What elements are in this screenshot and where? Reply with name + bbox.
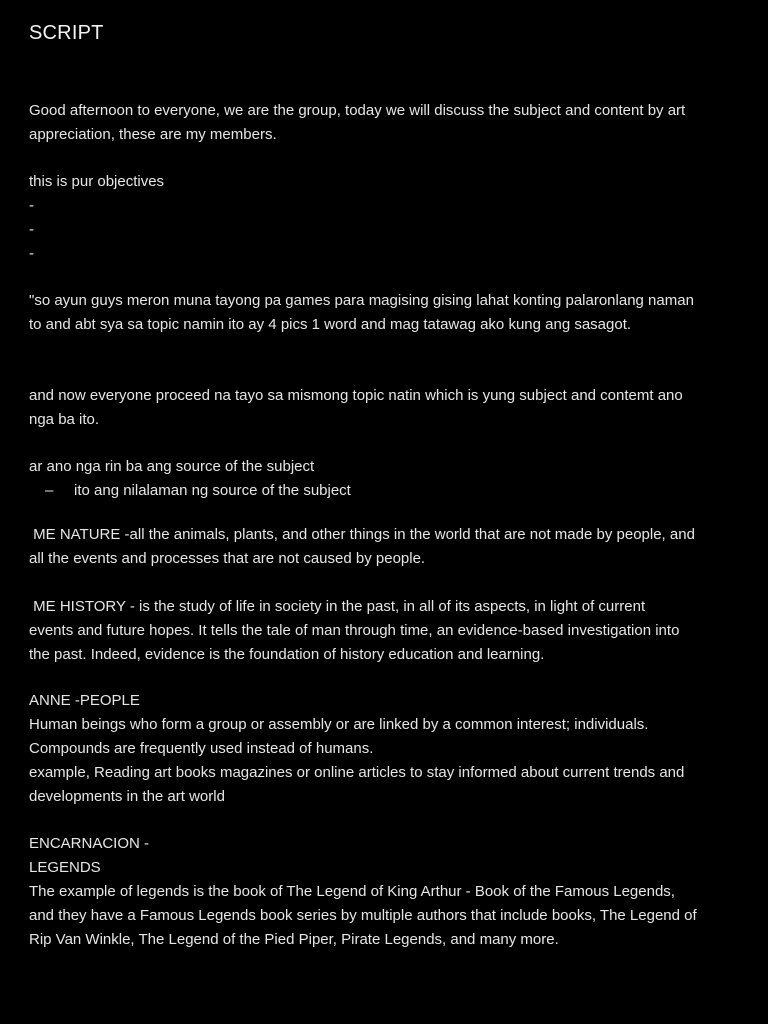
history-line-1: ME HISTORY - is the study of life in society in the past, in all of its aspects, in light of current (29, 598, 646, 615)
nature-line-1: ME NATURE -all the animals, plants, and other things in the world that are not made by people, and (29, 526, 695, 543)
people-heading: ANNE -PEOPLE (29, 692, 140, 709)
intro-line-1: Good afternoon to everyone, we are the group, today we will discuss the subject and content by art (29, 102, 686, 119)
history-line-2: events and future hopes. It tells the tale of man through time, an evidence-based investigation into (29, 622, 680, 639)
nature-line-2: all the events and processes that are not caused by people. (29, 550, 426, 567)
objectives-heading: this is pur objectives (29, 173, 165, 190)
people-line-2: Compounds are frequently used instead of humans. (29, 740, 374, 757)
people-line-3: example, Reading art books magazines or online articles to stay informed about current trends and (29, 764, 685, 781)
proceed-line-1: and now everyone proceed na tayo sa mismong topic natin which is yung subject and contemt ano (29, 387, 683, 404)
legends-line-1: The example of legends is the book of The Legend of King Arthur - Book of the Famous Legends, (29, 883, 675, 900)
source-line: ar ano nga rin ba ang source of the subject (29, 458, 315, 475)
legends-heading: LEGENDS (29, 859, 101, 876)
history-line-3: the past. Indeed, evidence is the foundation of history education and learning. (29, 646, 545, 663)
legends-line-3: Rip Van Winkle, The Legend of the Pied Piper, Pirate Legends, and many more. (29, 931, 559, 948)
legends-line-2: and they have a Famous Legends book series by multiple authors that include books, The Legend of (29, 907, 697, 924)
people-line-1: Human beings who form a group or assembly or are linked by a common interest; individuals. (29, 716, 649, 733)
source-bullet: – (45, 482, 54, 499)
games-line-1: "so ayun guys meron muna tayong pa games para magising gising lahat konting palaronlang naman (29, 292, 694, 309)
page-title: SCRIPT (29, 22, 104, 44)
source-bullet-text: ito ang nilalaman ng source of the subject (74, 482, 351, 499)
people-line-4: developments in the art world (29, 788, 225, 805)
objective-item-1: - (29, 197, 34, 214)
intro-line-2: appreciation, these are my members. (29, 126, 277, 143)
objective-item-2: - (29, 221, 34, 238)
games-line-2: to and abt sya sa topic namin ito ay 4 pics 1 word and mag tatawag ako kung ang sasagot. (29, 316, 632, 333)
proceed-line-2: nga ba ito. (29, 411, 100, 428)
legends-author: ENCARNACION - (29, 835, 150, 852)
objective-item-3: - (29, 245, 34, 262)
